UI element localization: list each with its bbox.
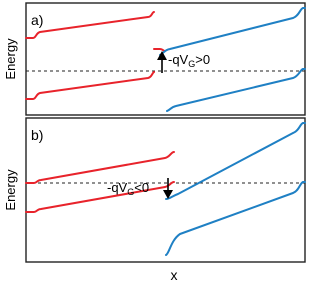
panel-a-left-gate-step [154, 49, 165, 51]
panel-a-gate-arrowhead [157, 51, 167, 60]
panel-b-right-lower-band [166, 182, 305, 255]
panel-a-right-upper-band [160, 8, 305, 55]
panel-b-right-upper-band [166, 123, 305, 199]
panel-a-gate-annotation: $-qV_G>0$ [168, 52, 211, 69]
panel-a-label: a) [31, 12, 44, 28]
panel-b-left-upper-band [26, 152, 174, 183]
y-axis-label-top: Energy [3, 38, 18, 80]
panel-a-left-lower-band [26, 72, 154, 99]
x-axis-label: x [170, 267, 178, 283]
panel-a-left-upper-band [26, 12, 154, 38]
y-axis-label-bottom: Energy [3, 169, 18, 211]
panel-b-gate-annotation: $-qV_G<0$ [107, 180, 150, 197]
panel-a-right-lower-band [167, 69, 305, 111]
panel-b-label: b) [31, 127, 44, 143]
panel-b-left-lower-band [26, 182, 174, 212]
